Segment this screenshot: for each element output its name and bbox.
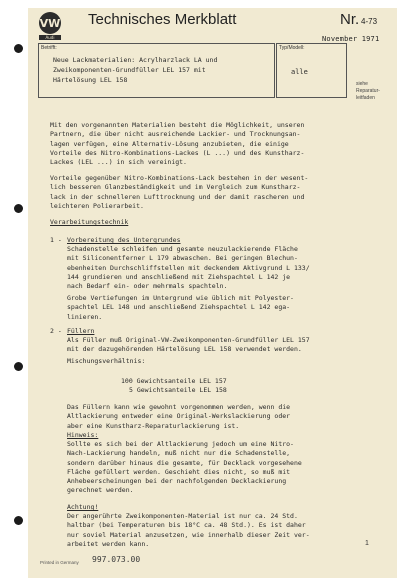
- step-2-text-2: Das Füllern kann wie gewohnt vorgenommen werden, wenn die Altlackierung entweder eine Original-Werkslackierung oder aber eine Kunstharz-Reparaturlackierung ist.: [67, 403, 291, 430]
- mix-line-2: 5 Gewichtsanteile LEL 158: [129, 386, 227, 394]
- printed-note: Printed in Germany: [40, 560, 79, 565]
- mix-line-1: 100 Gewichtsanteile LEL 157: [121, 377, 227, 385]
- subject-label: Betrifft:: [41, 45, 57, 51]
- step-2-heading: Füllern: [67, 327, 95, 335]
- section-heading: Verarbeitungstechnik: [50, 218, 129, 226]
- step-2-text: Als Füller muß Original-VW-Zweikomponenten-Grundfüller LEL 157 mit der dazugehörenden Härtelösung LEL 158 verwendet werden.: [67, 336, 310, 354]
- punch-hole: [14, 204, 23, 213]
- number-value: 4-73: [361, 17, 378, 26]
- step-1-number: 1 -: [50, 236, 62, 244]
- punch-hole: [14, 516, 23, 525]
- advantages-paragraph: Vorteile gegenüber Nitro-Kombinations-Lack bestehen in der wesent- lich besseren Glanzbeständigkeit und im Vergleich zum Kunstharz- lack in der schnelleren Lufttrocknung und der damit rascheren und leichteren Polierarbeit.: [50, 174, 309, 210]
- logo-caption: Audi: [39, 35, 61, 40]
- attention-text: Der angerührte Zweikomponenten-Material ist nur ca. 24 Std. haltbar (bei Temperaturen bis 18°C ca. 48 Std.). Es ist daher nur soviel Material anzusetzen, wie innerhalb dieser Zeit ver- arbeitet werden kann.: [67, 512, 310, 548]
- subject-box: [38, 43, 275, 98]
- page-title: Technisches Merkblatt: [88, 11, 237, 28]
- step-1-text-2: Grobe Vertiefungen im Untergrund wie üblich mit Polyester- spachtel LEL 148 und anschließend Ziehspachtel L 142 ega- linieren.: [67, 294, 294, 321]
- side-note: siehe Reparatur- leitfaden: [356, 81, 380, 101]
- document-code: 997.073.00: [92, 555, 141, 564]
- type-value: alle: [291, 68, 308, 76]
- step-1-text: Schadenstelle schleifen und gesamte neuzulackierende Fläche mit Siliconentferner L 179 abwaschen. Bei geringen Blechun- ebenheiten Durchschliffstellen mit deckendem Aktivgrund L 133/ 144 grundieren und anschließend mit Ziehspachtel L 142 je nach Bedarf ein- oder mehrmals spachteln.: [67, 245, 310, 291]
- type-box: [276, 43, 347, 98]
- subject-text: Neue Lackmaterialien: Acrylharzlack LA und Zweikomponenten-Grundfüller LEL 157 mit Härtelösung LEL 158: [53, 56, 218, 84]
- punch-hole: [14, 362, 23, 371]
- hint-text: Sollte es sich bei der Altlackierung jedoch um eine Nitro- Nach-Lackierung handeln, muß nicht nur die Schadenstelle, sondern darüber hinaus die gesamte, für Decklack vorgesehene Fläche gefüllert werden. Geschieht dies nicht, so muß mit Anhebeerscheinungen bei der nachfolgenden Decklackierung gerechnet werden.: [67, 440, 302, 495]
- mix-label: Mischungsverhältnis:: [67, 357, 146, 365]
- hint-heading: Hinweis:: [67, 431, 99, 439]
- attention-heading: Achtung!: [67, 503, 99, 511]
- vw-logo-icon: VW: [39, 12, 61, 34]
- intro-paragraph: Mit den vorgenannten Materialien besteht die Möglichkeit, unseren Partnern, die über nicht ausreichende Lackier- und Trocknungsan- lagen verfügen, eine Alternativ-Lösung anzubieten, die einige Vorteile des Nitro-Kombinations-Lackes (L ...) und des Kunstharz- Lackes (LEL ...) in sich vereinigt.: [50, 121, 305, 167]
- punch-hole: [14, 44, 23, 53]
- issue-date: November 1971: [322, 35, 380, 43]
- step-2-number: 2 -: [50, 327, 62, 335]
- number-label: Nr.: [340, 11, 360, 28]
- page-number: 1: [365, 540, 369, 547]
- type-label: Typ/Modell:: [279, 45, 305, 51]
- step-1-heading: Vorbereitung des Untergrundes: [67, 236, 181, 244]
